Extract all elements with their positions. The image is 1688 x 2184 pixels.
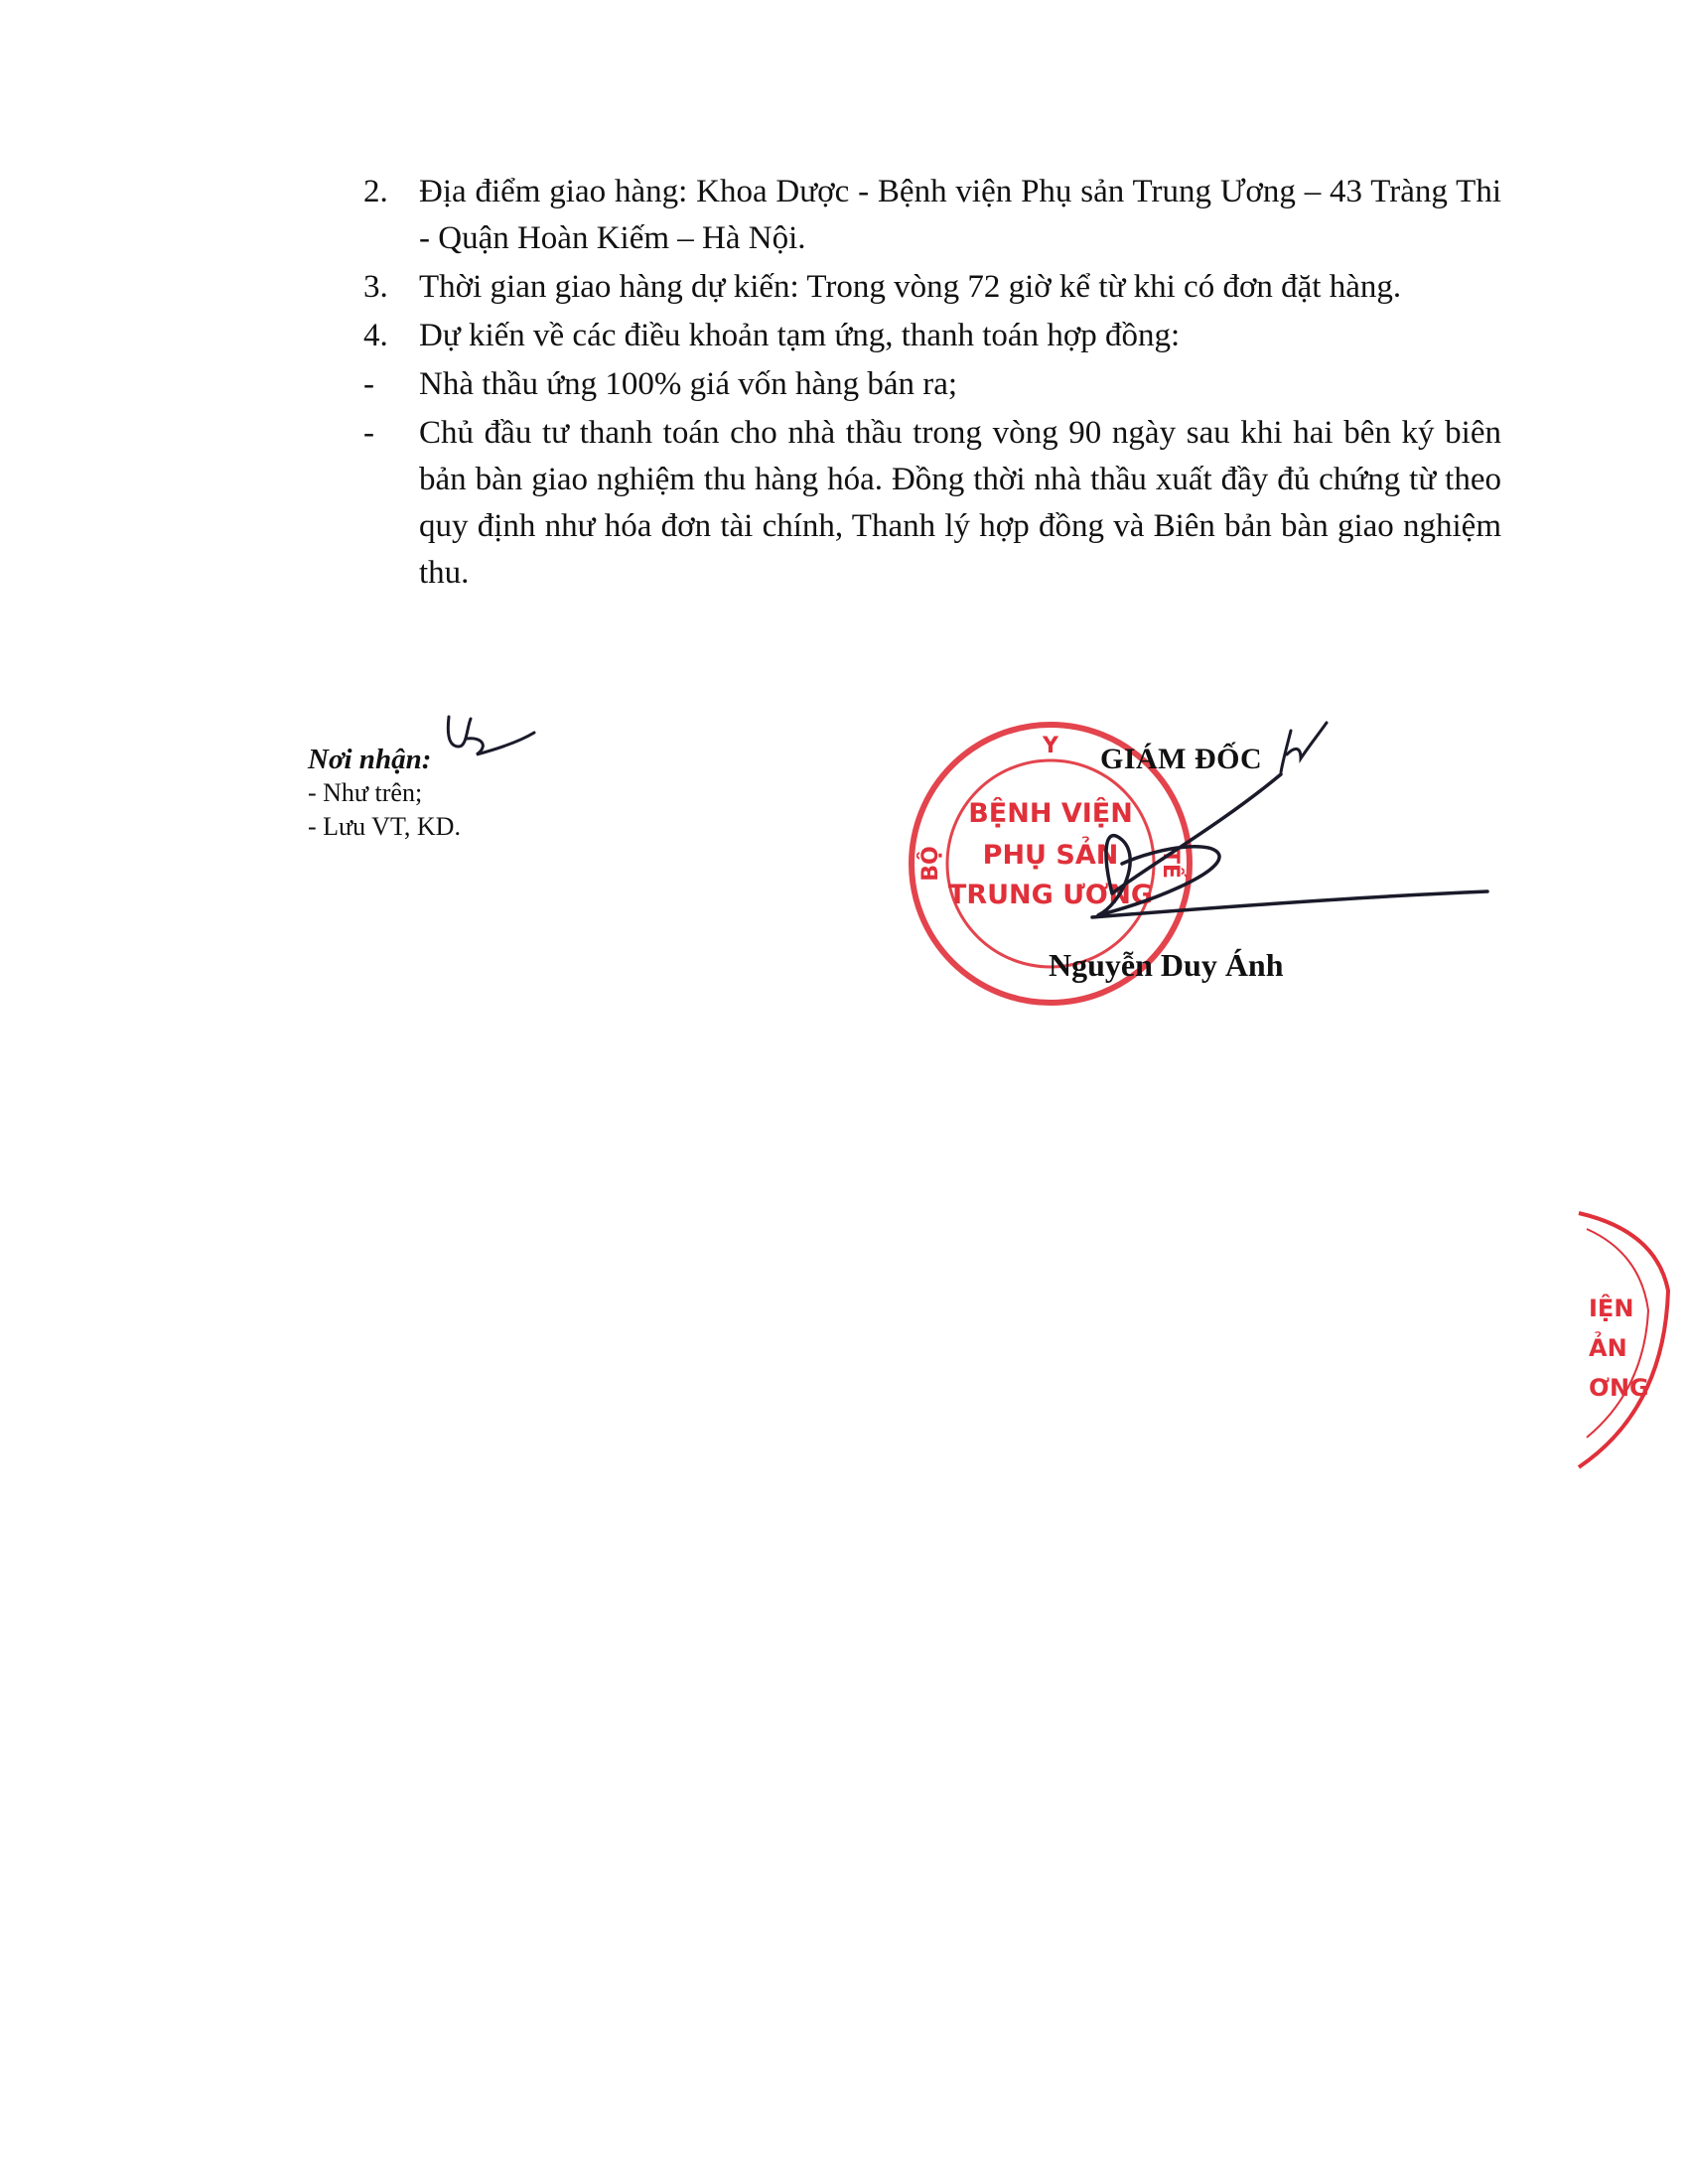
signatory-name: Nguyễn Duy Ánh: [1049, 947, 1284, 983]
item-text: Thời gian giao hàng dự kiến: Trong vòng 72 giờ kể từ khi có đơn đặt hàng.: [419, 269, 1402, 305]
item-text: Địa điểm giao hàng: Khoa Dược - Bệnh viện Phụ sản Trung Ương – 43 Tràng Thi - Quận Hoàn Kiếm – Hà Nội.: [419, 174, 1501, 256]
stamp-line: TRUNG ƯƠNG: [947, 880, 1154, 910]
edge-stamp: [1579, 1213, 1668, 1467]
item-bullet: -: [363, 415, 374, 451]
edge-stamp-line: ƠNG: [1589, 1374, 1649, 1402]
signatory-title: GIÁM ĐỐC: [1100, 743, 1263, 775]
item-text: Nhà thầu ứng 100% giá vốn hàng bán ra;: [419, 366, 958, 402]
recipient-line: - Lưu VT, KD.: [308, 812, 461, 841]
item-bullet: -: [363, 366, 374, 402]
stamp-line: PHỤ SẢN: [982, 840, 1119, 871]
item-number: 4.: [363, 318, 388, 353]
stamp-side-right: TẾ: [1158, 848, 1183, 880]
title-initials: [1281, 723, 1327, 772]
stamp-line: BỆNH VIỆN: [968, 798, 1133, 829]
stamp-side-left: BỘ: [918, 846, 943, 882]
recipient-line: - Như trên;: [308, 778, 423, 807]
item-number: 3.: [363, 269, 388, 305]
stamp-top-letter: Y: [1043, 734, 1058, 758]
item-text: Dự kiến về các điều khoản tạm ứng, thanh toán hợp đồng:: [419, 318, 1181, 353]
item-number: 2.: [363, 174, 388, 209]
item-text: Chủ đầu tư thanh toán cho nhà thầu trong vòng 90 ngày sau khi hai bên ký biên bản bàn giao nghiệm thu hàng hóa. Đồng thời nhà thầu xuất đầy đủ chứng từ theo quy định như hóa đơn tài chính, Thanh lý hợp đồng và Biên bản bàn giao nghiệm thu.: [419, 415, 1501, 591]
recipients-heading: Nơi nhận:: [308, 744, 432, 775]
edge-stamp-line: ẢN: [1589, 1334, 1627, 1362]
initials-signature: [448, 717, 534, 754]
edge-stamp-line: IỆN: [1589, 1295, 1634, 1322]
